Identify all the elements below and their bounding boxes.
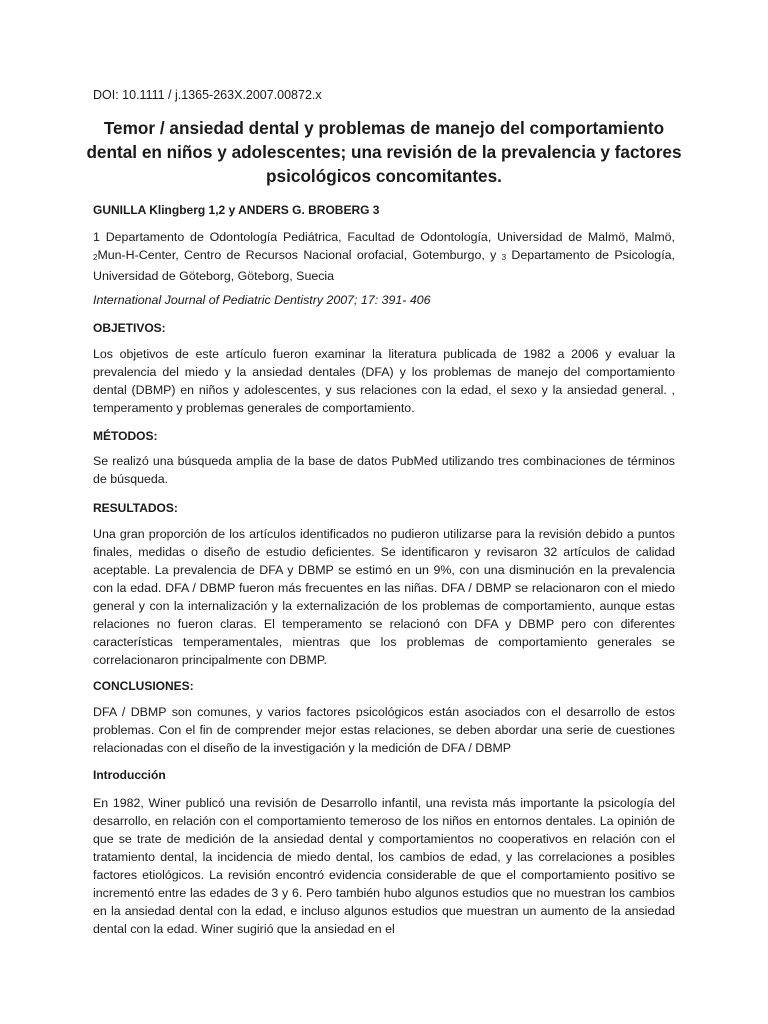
metodos-heading: MÉTODOS: — [93, 429, 158, 443]
conclusiones-heading: CONCLUSIONES: — [93, 679, 194, 693]
conclusiones-paragraph: DFA / DBMP son comunes, y varios factores psicológicos están asociados con el desarrollo de estos problemas. Con el fin de comprender mejor estas relaciones, se deben abordar una serie de cuestiones relacionadas con el diseño de la investigación y la medición de DFA / DBMP — [93, 705, 675, 755]
doi-line: DOI: 10.1111 / j.1365-263X.2007.00872.x — [93, 88, 322, 102]
metodos-paragraph: Se realizó una búsqueda amplia de la base de datos PubMed utilizando tres combinaciones de términos de búsqueda. — [93, 454, 675, 486]
affiliation-3: Departamento de Psicología, Universidad de Göteborg, Göteborg, Suecia — [93, 248, 675, 283]
introduccion-paragraph: En 1982, Winer publicó una revisión de Desarrollo infantil, una revista más importante la psicología del desarrollo, en relación con el comportamiento temeroso de los niños en entornos dentales. La opinión de que se trate de medición de la ansiedad dental y comportamientos no cooperativos en relación con el tratamiento dental, la incidencia de miedo dental, los cambios de edad, y las correlaciones a posibles factores etiológicos. La revisión encontró evidencia considerable de que el comportamiento positivo se incrementó entre las edades de 3 y 6. Pero también hubo algunos estudios que no muestran los cambios en la ansiedad dental con la edad, e incluso algunos estudios que muestran un aumento de la ansiedad dental con la edad. Winer sugirió que la ansiedad en el — [93, 796, 675, 936]
affiliation-2-number: 2 — [93, 253, 98, 262]
authors-line: GUNILLA Klingberg 1,2 y ANDERS G. BROBERG 3 — [93, 203, 380, 217]
affiliation-3-number: 3 — [501, 253, 507, 262]
resultados-paragraph: Una gran proporción de los artículos identificados no pudieron utilizarse para la revisión debido a puntos finales, medidas o diseño de estudio deficientes. Se identificaron y revisaron 32 artículos de calidad aceptable. La prevalencia de DFA y DBMP se estimó en un 9%, con una disminución en la prevalencia con la edad. DFA / DBMP fueron más frecuentes en las niñas. DFA / DBMP se relacionaron con el miedo general y con la internalización y la externalización de los problemas de comportamiento, aunque estas relaciones no fueron claras. El temperamento se relacionó con DFA y DBMP pero con diferentes características temperamentales, mientras que los problemas de comportamiento generales se correlacionaron principalmente con DBMP. — [93, 527, 675, 667]
resultados-heading: RESULTADOS: — [93, 501, 178, 515]
objetivos-heading: OBJETIVOS: — [93, 321, 166, 335]
objetivos-paragraph: Los objetivos de este artículo fueron examinar la literatura publicada de 1982 a 2006 y evaluar la prevalencia del miedo y la ansiedad dentales (DFA) y los problemas de manejo del comportamiento dental (DBMP) en niños y adolescentes, y sus relaciones con la edad, el sexo y la ansiedad general. , temperamento y problemas generales de comportamiento. — [93, 347, 675, 415]
journal-citation: International Journal of Pediatric Dentistry 2007; 17: 391- 406 — [93, 293, 431, 307]
affiliation-2: Mun-H-Center, Centro de Recursos Nacional orofacial, Gotemburgo, y — [97, 248, 497, 262]
introduccion-heading: Introducción — [93, 768, 166, 782]
affiliations — [93, 228, 675, 285]
affiliation-1: 1 Departamento de Odontología Pediátrica, Facultad de Odontología, Universidad de Malmö, Malmö, — [93, 230, 675, 244]
article-title: Temor / ansiedad dental y problemas de manejo del comportamiento dental en niños y adolescentes; una revisión de la prevalencia y factores psicológicos concomitantes. — [86, 118, 682, 186]
